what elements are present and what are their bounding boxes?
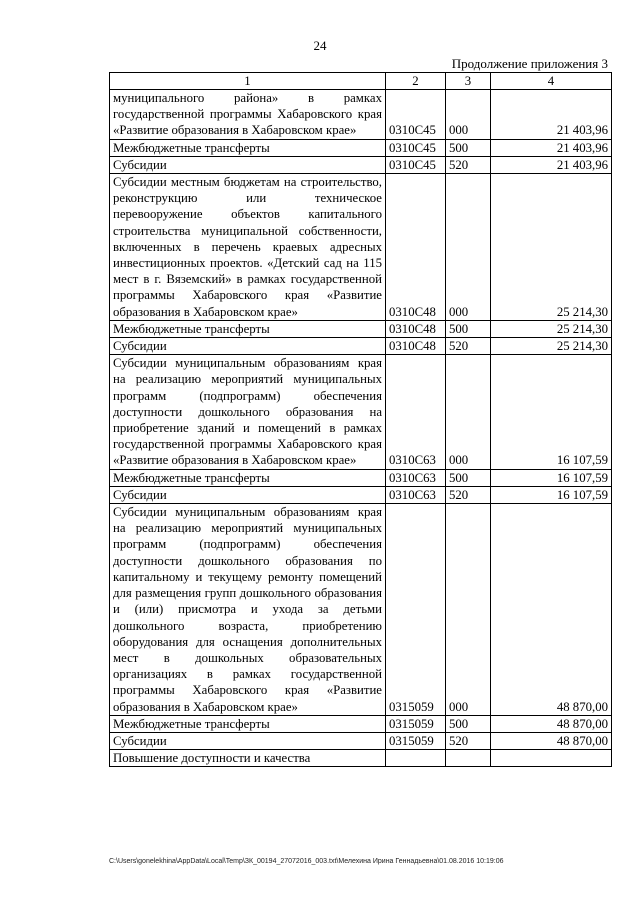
table-row [110,156,612,173]
row-amount-cell: 16 107,59 [491,486,612,503]
row-expense-type-cell: 000 [446,90,491,140]
row-amount-cell: 21 403,96 [491,156,612,173]
row-target-code-cell [386,750,446,767]
row-name-cell: Субсидии местным бюджетам на строительство, реконструкцию или техническое перевооружение объектов капитального строительства муниципальной собственности, включенных в перечень краевых адресных инвестиционных проектов. «Детский сад на 115 мест в г. Вяземский» в рамках государственной программы Хабаровского края «Развитие образования в Хабаровском крае» [110,174,386,321]
row-target-code-cell: 0310С63 [386,486,446,503]
row-amount-cell: 48 870,00 [491,715,612,732]
row-name-cell: Межбюджетные трансферты [110,139,386,156]
table-row [110,139,612,156]
row-expense-type-cell [446,750,491,767]
table-row [110,732,612,749]
row-target-code-cell: 0310С63 [386,355,446,469]
row-target-code-cell: 0310С45 [386,139,446,156]
row-target-code-cell: 0310С45 [386,90,446,140]
row-expense-type-cell: 520 [446,732,491,749]
row-expense-type-cell: 520 [446,338,491,355]
table-row [110,750,612,767]
row-target-code-cell: 0315059 [386,715,446,732]
row-name-cell: Субсидии [110,732,386,749]
row-amount-cell: 21 403,96 [491,90,612,140]
row-expense-type-cell: 000 [446,174,491,321]
table-row [110,504,612,716]
row-target-code-cell: 0310С63 [386,469,446,486]
table-row [110,355,612,469]
row-amount-cell: 25 214,30 [491,338,612,355]
table-row [110,174,612,321]
row-name-cell: муниципального района» в рамках государственной программы Хабаровского края «Развитие образования в Хабаровском крае» [110,90,386,140]
table-row [110,486,612,503]
row-expense-type-cell: 520 [446,156,491,173]
row-amount-cell: 21 403,96 [491,139,612,156]
appendix-continuation-label: Продолжение приложения 3 [451,56,608,71]
row-amount-cell: 48 870,00 [491,732,612,749]
row-name-cell: Субсидии [110,338,386,355]
row-expense-type-cell: 500 [446,469,491,486]
row-target-code-cell: 0315059 [386,732,446,749]
row-expense-type-cell: 520 [446,486,491,503]
row-amount-cell: 16 107,59 [491,469,612,486]
row-name-cell: Субсидии муниципальным образованиям края на реализацию мероприятий муниципальных программ (подпрограмм) обеспечения доступности дошкольного образования по капитальному и текущему ремонту помещений для размещения групп дошкольного образования и (или) присмотра и ухода за детьми дошкольного возраста, приобретению оборудования для оснащения дополнительных мест в дошкольных образовательных организациях в рамках государственной программы Хабаровского края «Развитие образования в Хабаровском крае» [110,504,386,716]
row-amount-cell: 48 870,00 [491,504,612,716]
table-row [110,320,612,337]
row-expense-type-cell: 500 [446,320,491,337]
row-target-code-cell: 0310С48 [386,174,446,321]
row-expense-type-cell: 000 [446,504,491,716]
row-name-cell: Субсидии [110,156,386,173]
table-body [110,90,612,767]
column-header-name: 1 [110,73,386,90]
row-amount-cell: 16 107,59 [491,355,612,469]
row-name-cell: Повышение доступности и качества [110,750,386,767]
row-amount-cell: 25 214,30 [491,174,612,321]
row-target-code-cell: 0310С48 [386,338,446,355]
table-row [110,469,612,486]
row-expense-type-cell: 500 [446,139,491,156]
column-header-expense-type: 3 [446,73,491,90]
row-amount-cell [491,750,612,767]
column-header-target-code: 2 [386,73,446,90]
row-name-cell: Межбюджетные трансферты [110,320,386,337]
row-expense-type-cell: 000 [446,355,491,469]
row-name-cell: Межбюджетные трансферты [110,715,386,732]
table-row [110,715,612,732]
row-name-cell: Субсидии муниципальным образованиям края на реализацию мероприятий муниципальных программ (подпрограмм) обеспечения доступности дошкольного образования на приобретение зданий и помещений в рамках государственной программы Хабаровского края «Развитие образования в Хабаровском крае» [110,355,386,469]
file-path-footer: C:\Users\gonelekhina\AppData\Local\Temp\ЗК_00194_27072016_003.txt\Мелехина Ирина Геннадьевна\01.08.2016 10:19:06 [109,858,504,865]
budget-table [109,72,612,767]
table-row [110,90,612,140]
row-target-code-cell: 0310С48 [386,320,446,337]
column-header-amount: 4 [491,73,612,90]
row-target-code-cell: 0315059 [386,504,446,716]
table-header-row [110,73,612,90]
row-name-cell: Субсидии [110,486,386,503]
row-name-cell: Межбюджетные трансферты [110,469,386,486]
row-target-code-cell: 0310С45 [386,156,446,173]
page-number: 24 [313,38,327,53]
table-row [110,338,612,355]
row-expense-type-cell: 500 [446,715,491,732]
row-amount-cell: 25 214,30 [491,320,612,337]
